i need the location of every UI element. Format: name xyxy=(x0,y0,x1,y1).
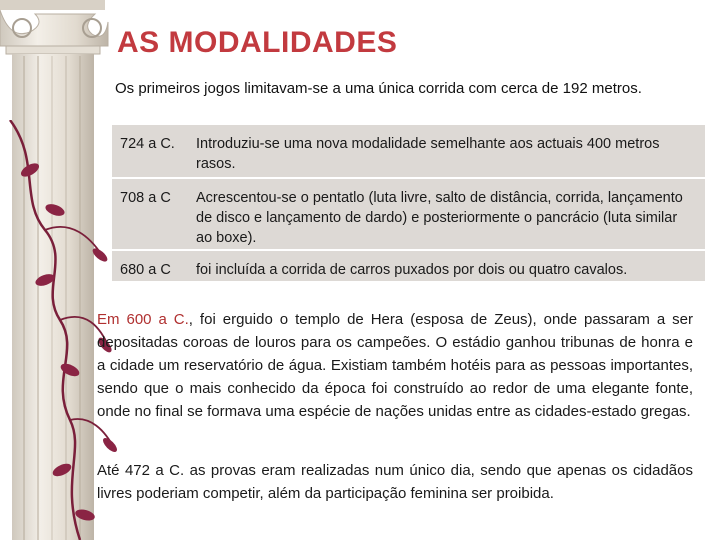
row-text: foi incluída a corrida de carros puxados por dois ou quatro cavalos. xyxy=(196,262,628,278)
paragraph-single-day: Até 472 a C. as provas eram realizadas num único dia, sendo que apenas os cidadãos livres poderiam competir, além da participação feminina ser proibida. xyxy=(97,462,693,502)
intro-text: Os primeiros jogos limitavam-se a uma única corrida com cerca de 192 metros. xyxy=(115,80,642,97)
row-text: Acrescentou-se o pentatlo (luta livre, salto de distância, corrida, lançamento de disco e lançamento de dardo) e posteriormente o pancrácio (luta similar ao boxe). xyxy=(196,190,683,246)
row-date: 708 a C xyxy=(120,190,171,206)
row-date: 680 a C xyxy=(120,262,171,278)
timeline-table xyxy=(112,125,705,283)
paragraph-temple xyxy=(97,308,693,423)
row-date: 724 a C. xyxy=(120,136,175,152)
page-title: AS MODALIDADES xyxy=(117,26,398,59)
table-row xyxy=(112,125,705,179)
row-text: Introduziu-se uma nova modalidade semelhante aos actuais 400 metros rasos. xyxy=(196,136,660,172)
table-row xyxy=(112,251,705,283)
paragraph-lead-date: Em 600 a C. xyxy=(97,311,189,328)
paragraph-body: , foi erguido o templo de Hera (esposa de Zeus), onde passaram a ser depositadas coroas de louros para os campeões. O estádio ganhou tribunas de honra e a cidade um reservatório de água. Existiam também hotéis para as pessoas importantes, sendo que o mais conhecido da época foi construído ao redor de uma elegante fonte, onde no final se formava uma espécie de nações unidas entre as cidades-estado gregas. xyxy=(97,311,693,420)
table-row xyxy=(112,179,705,251)
